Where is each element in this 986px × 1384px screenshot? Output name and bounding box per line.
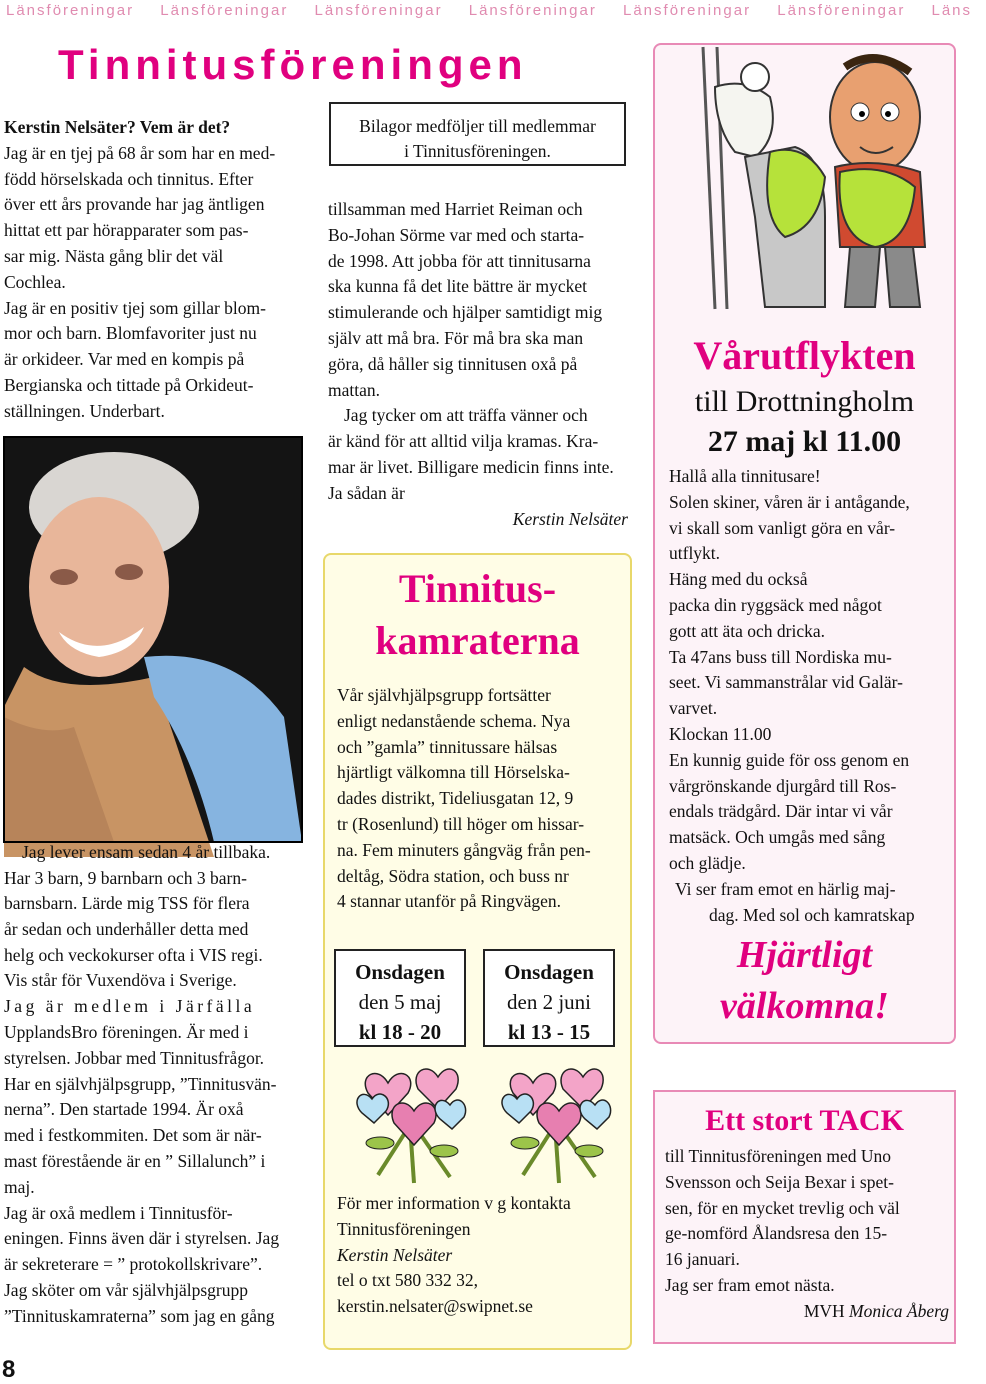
- strip-word: Länsföreningar: [6, 2, 135, 19]
- tinnituskamraterna-box: [323, 553, 632, 1350]
- intro-section: [4, 115, 310, 425]
- text-line: vi skall som vanligt göra en vår-: [669, 517, 896, 538]
- text-line: ”Tinnituskamraterna” som jag en gång: [4, 1305, 275, 1326]
- hikers-cartoon-icon: [675, 47, 935, 317]
- text-line: tr (Rosenlund) till höger om hissar-: [337, 813, 585, 834]
- notice-line: Bilagor medföljer till medlemmar: [359, 116, 596, 136]
- text-line: är sekreterare = ” protokollskrivare”.: [4, 1254, 263, 1275]
- text-line: mar är livet. Billigare medicin finns inte.: [328, 456, 614, 477]
- meeting-date-2: [483, 949, 615, 1047]
- text-line: Jag är medlem i Järfälla: [4, 996, 256, 1017]
- notice-line: i Tinnitusföreningen.: [404, 141, 551, 161]
- text-line: Solen skiner, våren är i antågande,: [669, 491, 910, 512]
- text-line: Klockan 11.00: [669, 723, 772, 744]
- members-notice: [329, 102, 626, 166]
- spring-trip-box: [653, 43, 956, 1044]
- text-line: ge-nomförd Ålandsresa den 15-: [665, 1223, 888, 1244]
- text-line: deltåg, Södra station, och buss nr: [337, 865, 569, 886]
- portrait-photo: [4, 437, 302, 842]
- trip-title: Vårutflykten: [693, 333, 916, 378]
- text-line: med i festkommiten. Det som är när-: [4, 1125, 262, 1146]
- text-line: till Tinnitusföreningen med Uno: [665, 1146, 892, 1166]
- text-line: sar mig. Nästa gång blir det väl: [4, 245, 224, 266]
- text-line: packa din ryggsäck med något: [669, 594, 882, 615]
- heart-flowers-icon: [358, 1065, 468, 1185]
- intro-heading: Kerstin Nelsäter? Vem är det?: [4, 117, 231, 137]
- text-line: maj.: [4, 1176, 35, 1197]
- text-line: Bo-Johan Sörme var med och starta-: [328, 224, 585, 245]
- text-line: göra, då håller sig tinnitusen oxå på: [328, 353, 578, 374]
- contact-email: kerstin.nelsater@swipnet.se: [337, 1296, 533, 1317]
- text-line: En kunnig guide för oss genom en: [669, 749, 910, 770]
- text-line: Jag är en positiv tjej som gillar blom-: [4, 297, 266, 318]
- text-line: enligt nedanstående schema. Nya: [337, 710, 571, 731]
- date-date: den 5 maj: [358, 990, 442, 1014]
- text-line: och ”gamla” tinnitussare hälsas: [337, 736, 558, 757]
- text-line: Cochlea.: [4, 271, 66, 292]
- signature: Kerstin Nelsäter: [512, 508, 628, 529]
- text-line: mor och barn. Blomfavoriter just nu: [4, 323, 257, 344]
- text-line: helg och veckokurser ofta i VIS regi.: [4, 944, 263, 965]
- text-line: Jag ser fram emot nästa.: [665, 1274, 835, 1295]
- contact-phone: tel o txt 580 332 32,: [337, 1270, 478, 1291]
- date-day: Onsdagen: [504, 960, 594, 984]
- text-line: na. Fem minuters gångväg från pen-: [337, 839, 591, 860]
- welcome-line-2: välkomna!: [720, 985, 889, 1027]
- trip-date: 27 maj kl 11.00: [707, 425, 902, 458]
- contact-name: Kerstin Nelsäter: [337, 1244, 453, 1265]
- text-line: Häng med du också: [669, 569, 808, 590]
- strip-word: Länsföreningar: [468, 2, 597, 19]
- thanks-signature: [665, 1299, 949, 1325]
- middle-text: [328, 197, 628, 532]
- text-line: Ta 47ans buss till Nordiska mu-: [669, 646, 892, 667]
- text-line: Vis står för Vuxendöva i Sverige.: [4, 970, 237, 991]
- text-line: Bergianska och tittade på Orkideut-: [4, 374, 254, 395]
- text-line: hjärtligt välkomna till Hörselska-: [337, 762, 570, 783]
- text-line: år sedan och underhåller detta med: [4, 918, 249, 939]
- date-time: kl 13 - 15: [507, 1020, 591, 1044]
- text-line: Jag tycker om att träffa vänner och: [344, 405, 588, 426]
- text-line: gott att äta och dricka.: [669, 620, 825, 641]
- box-title-1: Tinnitus-: [398, 566, 557, 611]
- date-time: kl 18 - 20: [358, 1020, 442, 1044]
- text-line: barnsbarn. Lärde mig TSS för flera: [4, 893, 250, 913]
- text-line: Hallå alla tinnitusare!: [669, 466, 821, 486]
- text-line: född hörselskada och tinnitus. Efter: [4, 168, 254, 189]
- thanks-text: [665, 1144, 949, 1325]
- text-line: matsäck. Och umgås med sång: [669, 827, 886, 848]
- box-text: [337, 683, 621, 915]
- text-line: tillsamman med Harriet Reiman och: [328, 199, 583, 219]
- text-line: över ett års provande har jag äntligen: [4, 194, 265, 215]
- text-line: dades distrikt, Tideliusgatan 12, 9: [337, 788, 574, 809]
- text-line: själv att må bra. För må bra ska man: [328, 327, 584, 348]
- text-line: mast förestående är en ” Sillalunch” i: [4, 1150, 266, 1171]
- story-continued: [4, 891, 310, 1330]
- text-line: Ja sådan är: [328, 482, 405, 503]
- text-line: stimulerande och hjälper samtidigt mig: [328, 302, 603, 323]
- page-title: Tinnitusföreningen: [58, 41, 528, 88]
- sign-name: Monica Åberg: [849, 1300, 949, 1321]
- text-line: hittat ett par hörapparater som pas-: [4, 220, 249, 241]
- date-day: Onsdagen: [355, 960, 445, 984]
- text-line: Svensson och Seija Bexar i spet-: [665, 1171, 894, 1192]
- contact-info: [337, 1191, 627, 1320]
- strip-word: Läns: [931, 2, 973, 19]
- text-line: 16 januari.: [665, 1249, 740, 1270]
- strip-word: Länsföreningar: [623, 2, 752, 19]
- text-line: varvet.: [669, 698, 718, 719]
- thanks-title: Ett stort TACK: [705, 1104, 904, 1137]
- text-line: Jag är oxå medlem i Tinnitusför-: [4, 1202, 233, 1223]
- heart-flowers-icon: [503, 1065, 613, 1185]
- story-section: [4, 840, 312, 892]
- text-line: utflykt.: [669, 543, 721, 564]
- text-line: mattan.: [328, 379, 380, 400]
- text-line: är orkideer. Var med en kompis på: [4, 349, 245, 370]
- page-number: 8: [2, 1356, 16, 1383]
- text-line: sen, för en mycket trevlig och väl: [665, 1197, 900, 1218]
- meeting-date-1: [334, 949, 466, 1047]
- text-line: Jag sköter om vår självhjälpsgrupp: [4, 1279, 248, 1300]
- text-line: och glädje.: [669, 852, 746, 873]
- text-line: ställningen. Underbart.: [4, 400, 165, 421]
- text-line: Har en självhjälpsgrupp, ”Tinnitusvän-: [4, 1073, 277, 1094]
- strip-word: Länsföreningar: [777, 2, 906, 19]
- text-line: Vi ser fram emot en härlig maj-: [675, 878, 896, 899]
- date-date: den 2 juni: [507, 990, 591, 1014]
- box-title-2: kamraterna: [375, 618, 580, 663]
- thanks-box: [653, 1090, 956, 1344]
- text-line: seet. Vi sammanstrålar vid Galär-: [669, 672, 903, 693]
- text-line: Vår självhjälpsgrupp fortsätter: [337, 685, 551, 705]
- text-line: dag. Med sol och kamratskap: [709, 904, 915, 925]
- text-line: Har 3 barn, 9 barnbarn och 3 barn-: [4, 867, 247, 888]
- text-line: styrelsen. Jobbar med Tinnitusfrågor.: [4, 1047, 265, 1068]
- text-line: endals trädgård. Där intar vi vår: [669, 801, 893, 822]
- header-strip: [0, 0, 973, 24]
- text-line: nerna”. Den startade 1994. Är oxå: [4, 1099, 244, 1120]
- text-line: UpplandsBro föreningen. Är med i: [4, 1021, 249, 1042]
- text-line: är känd för att alltid vilja kramas. Kra-: [328, 431, 599, 452]
- text-line: Tinnitusföreningen: [337, 1218, 471, 1239]
- text-line: ska kunna få det lite bättre är mycket: [328, 276, 587, 297]
- text-line: vårgrönskande djurgård till Ros-: [669, 775, 897, 796]
- sign-prefix: MVH: [803, 1300, 850, 1321]
- strip-word: Länsföreningar: [314, 2, 443, 19]
- text-line: de 1998. Att jobba för att tinnitusarna: [328, 250, 591, 271]
- text-line: eningen. Finns även där i styrelsen. Jag: [4, 1228, 280, 1249]
- welcome-line-1: Hjärtligt: [736, 934, 873, 976]
- text-line: Jag lever ensam sedan 4 år tillbaka.: [22, 842, 271, 862]
- trip-text: [669, 464, 949, 928]
- trip-destination: till Drottningholm: [694, 385, 915, 418]
- text-line: 4 stannar utanför på Ringvägen.: [337, 891, 562, 912]
- text-line: Jag är en tjej på 68 år som har en med-: [4, 142, 276, 163]
- strip-word: Länsföreningar: [160, 2, 289, 19]
- text-line: För mer information v g kontakta: [337, 1193, 571, 1213]
